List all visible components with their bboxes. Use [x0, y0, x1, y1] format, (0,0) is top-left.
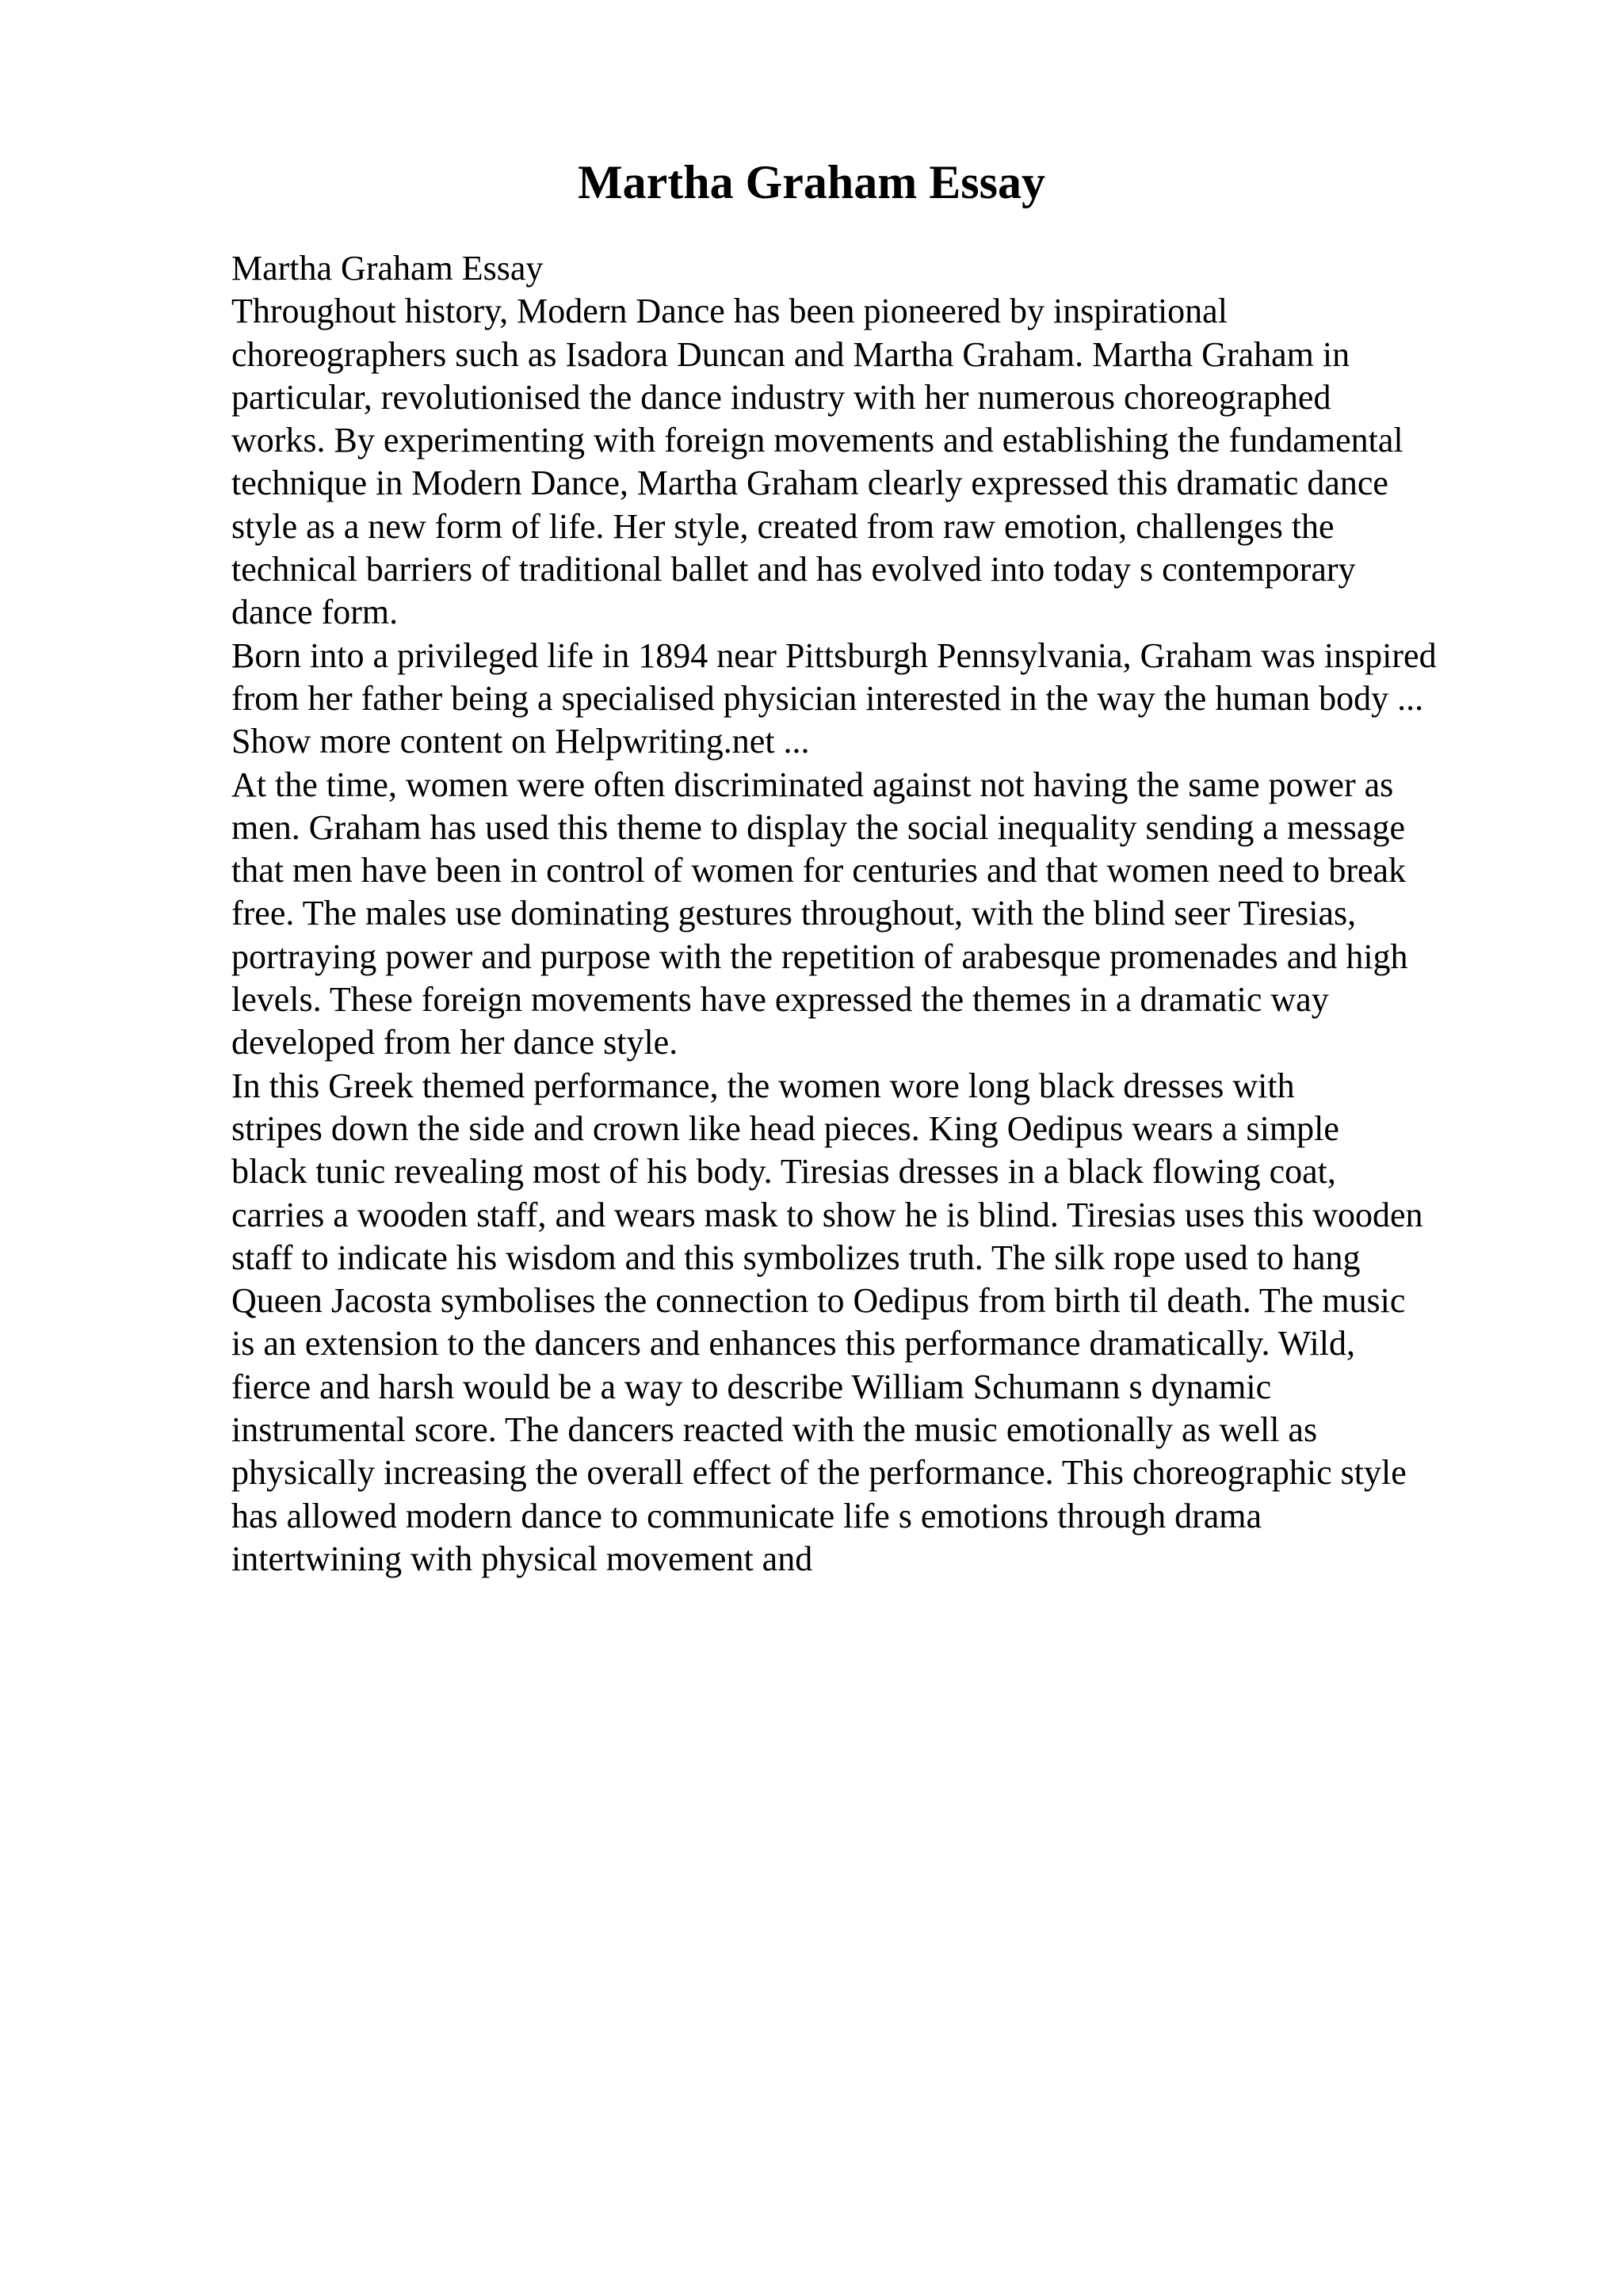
body-line: carries a wooden staff, and wears mask to show he is blind. Tiresias uses this wooden — [231, 1195, 1423, 1234]
body-line: Born into a privileged life in 1894 near Pittsburgh Pennsylvania, Graham was inspired — [231, 635, 1437, 675]
body-line: dance form. — [231, 593, 399, 632]
body-line: technique in Modern Dance, Martha Graham clearly expressed this dramatic dance — [231, 463, 1388, 503]
body-line: Martha Graham Essay — [231, 249, 544, 288]
body-line: choreographers such as Isadora Duncan and Martha Graham. Martha Graham in — [231, 334, 1350, 374]
document-body — [231, 247, 1531, 1581]
body-line: staff to indicate his wisdom and this symbolizes truth. The silk rope used to hang — [231, 1238, 1361, 1277]
body-line: particular, revolutionised the dance industry with her numerous choreographed — [231, 377, 1331, 417]
body-line: Throughout history, Modern Dance has been pioneered by inspirational — [231, 292, 1228, 331]
body-line: Queen Jacosta symbolises the connection to Oedipus from birth til death. The music — [231, 1281, 1406, 1321]
body-line: style as a new form of life. Her style, created from raw emotion, challenges the — [231, 506, 1335, 546]
document-title: Martha Graham Essay — [578, 156, 1045, 208]
body-line: black tunic revealing most of his body. Tiresias dresses in a black flowing coat, — [231, 1152, 1336, 1192]
show-more-line: Show more content on Helpwriting.net ... — [231, 722, 810, 761]
body-line: portraying power and purpose with the repetition of arabesque promenades and high — [231, 936, 1408, 976]
body-line: instrumental score. The dancers reacted with the music emotionally as well as — [231, 1410, 1318, 1450]
body-line: levels. These foreign movements have expressed the themes in a dramatic way — [231, 980, 1329, 1020]
body-line: developed from her dance style. — [231, 1023, 678, 1062]
body-line: men. Graham has used this theme to display the social inequality sending a message — [231, 807, 1405, 847]
body-line: works. By experimenting with foreign movements and establishing the fundamental — [231, 421, 1403, 460]
body-line: has allowed modern dance to communicate life s emotions through drama — [231, 1496, 1262, 1535]
body-line: physically increasing the overall effect of the performance. This choreographic style — [231, 1453, 1407, 1493]
body-line: At the time, women were often discriminated against not having the same power as — [231, 765, 1394, 804]
body-line: technical barriers of traditional ballet and has evolved into today s contemporary — [231, 550, 1356, 589]
body-line: fierce and harsh would be a way to describe William Schumann s dynamic — [231, 1367, 1272, 1406]
body-line: that men have been in control of women for centuries and that women need to break — [231, 851, 1407, 891]
body-line: In this Greek themed performance, the women wore long black dresses with — [231, 1066, 1295, 1105]
body-line: stripes down the side and crown like head pieces. King Oedipus wears a simple — [231, 1108, 1339, 1148]
body-line: intertwining with physical movement and — [231, 1539, 813, 1578]
body-line: from her father being a specialised physician interested in the way the human body ... — [231, 678, 1424, 718]
body-line: is an extension to the dancers and enhances this performance dramatically. Wild, — [231, 1324, 1355, 1363]
body-line: free. The males use dominating gestures throughout, with the blind seer Tiresias, — [231, 894, 1357, 933]
